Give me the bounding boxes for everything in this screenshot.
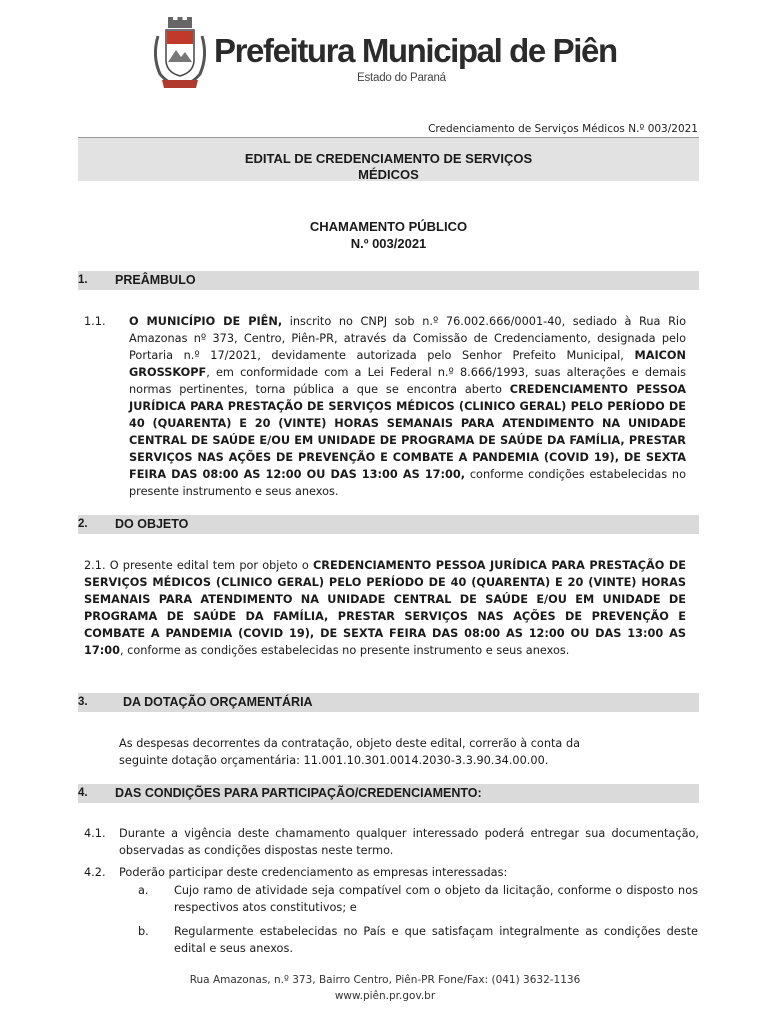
objeto-paragraph (84, 557, 686, 659)
section-heading-condicoes (78, 784, 699, 803)
chamamento-line-1: CHAMAMENTO PÚBLICO (309, 219, 468, 234)
section-heading-preambulo (78, 271, 699, 290)
document-reference: Credenciamento de Serviços Médicos N.º 003/2021 (428, 123, 698, 135)
state-subtitle: Estado do Paraná (357, 72, 446, 84)
footer-address: Rua Amazonas, n.º 373, Bairro Centro, Piên-PR Fone/Fax: (041) 3632-1136 (189, 974, 581, 986)
section-heading-objeto (78, 515, 699, 534)
municipal-crest-icon (150, 16, 210, 92)
condicao-paragraph: Poderão participar deste credenciamento as empresas interessadas: (119, 866, 508, 879)
section-title: DO OBJETO (115, 517, 189, 531)
preambulo-paragraph (129, 313, 686, 500)
section-title: PREÂMBULO (115, 273, 196, 287)
municipality-title: Prefeitura Municipal de Piên (214, 32, 617, 69)
condicao-paragraph: Durante a vigência deste chamamento qualquer interessado poderá entregar sua documentação, observadas as condições dispostas neste termo. (119, 827, 699, 857)
section-title: DAS CONDIÇÕES PARA PARTICIPAÇÃO/CREDENCIAMENTO: (115, 786, 482, 800)
subitem-paragraph: Cujo ramo de atividade seja compatível com o objeto da licitação, conforme o disposto nos respectivos atos constitutivos; e (174, 884, 698, 914)
section-heading-dotacao (78, 693, 699, 712)
subitem-paragraph: Regularmente estabelecidas no País e que satisfaçam integralmente as condições deste edital e seus anexos. (174, 925, 698, 955)
section-number: 2. (78, 518, 88, 530)
chamamento-heading (78, 218, 699, 252)
paragraph-text: conforme condições estabelecidas no presente instrumento e seus anexos. (129, 468, 686, 498)
edital-title-line-1: EDITAL DE CREDENCIAMENTO DE SERVIÇOS (244, 151, 533, 166)
chamamento-number: N.º 003/2021 (350, 236, 427, 251)
footer-website: www.piên.pr.gov.br (334, 990, 436, 1002)
section-title: DA DOTAÇÃO ORÇAMENTÁRIA (123, 695, 313, 709)
bold-text: CREDENCIAMENTO PESSOA JURÍDICA PARA PRESTAÇÃO DE SERVIÇOS MÉDICOS (CLINICO GERAL) PELO PERÍODO DE 40 (QUARENTA) E 20 (VINTE) HORAS SEMANAIS PARA ATENDIMENTO NA UNIDADE CENTRAL DE SAÚDE E/OU EM UNIDADE DE PROGRAMA DE SAÚDE DA FAMÍLIA, PRESTAR SERVIÇOS NAS AÇÕES DE PREVENÇÃO E COMBATE A PANDEMIA (COVID 19), DE SEXTA FEIRA DAS 08:00 AS 12:00 OU DAS 13:00 AS 17:00, (129, 383, 687, 481)
dotacao-line-1: As despesas decorrentes da contratação, objeto deste edital, correrão à conta da (119, 737, 581, 750)
paragraph-text: 2.1. O presente edital tem por objeto o (84, 559, 313, 572)
paragraph-text: , conforme as condições estabelecidas no presente instrumento e seus anexos. (119, 644, 570, 657)
subitem-letter: a. (138, 884, 149, 897)
edital-title-line-2: MÉDICOS (358, 167, 419, 182)
edital-title-box (78, 137, 699, 181)
subitem-letter: b. (138, 925, 149, 938)
item-number: 4.2. (84, 866, 106, 879)
letterhead (150, 16, 617, 96)
dotacao-paragraph (119, 735, 689, 769)
paragraph-text: , em conformidade com a Lei Federal n.º 8.666/1993, suas alterações e demais normas pertinentes, torna pública a que se encontra aberto (129, 366, 686, 396)
item-number: 4.1. (84, 827, 106, 840)
item-number: 1.1. (84, 315, 106, 328)
bold-text: CREDENCIAMENTO PESSOA JURÍDICA PARA PRESTAÇÃO DE SERVIÇOS MÉDICOS (CLINICO GERAL) PELO PERÍODO DE 40 (QUARENTA) E 20 (VINTE) HORAS SEMANAIS PARA ATENDIMENTO NA UNIDADE CENTRAL DE SAÚDE E/OU EM UNIDADE DE PROGRAMA DE SAÚDE DA FAMÍLIA, PRESTAR SERVIÇOS NAS AÇÕES DE PREVENÇÃO E COMBATE A PANDEMIA (COVID 19), DE SEXTA FEIRA DAS 08:00 AS 12:00 OU DAS 13:00 AS 17:00 (84, 559, 687, 657)
section-number: 1. (78, 274, 88, 286)
paragraph-text: inscrito no CNPJ sob n.º 76.002.666/0001-40, sediado à Rua Rio Amazonas nº 373, Centro, Piên-PR, através da Comissão de Credenciamento, designada pelo Portaria n.º 17/2021, devidamente autorizada pelo Senhor Prefeito Municipal, (129, 315, 686, 362)
section-number: 3. (78, 696, 88, 708)
bold-text: MAICON GROSSKOPF (129, 349, 686, 379)
dotacao-line-2: seguinte dotação orçamentária: 11.001.10.301.0014.2030-3.3.90.34.00.00. (119, 754, 549, 767)
section-number: 4. (78, 787, 88, 799)
bold-text: O MUNICÍPIO DE PIÊN, (129, 315, 283, 328)
